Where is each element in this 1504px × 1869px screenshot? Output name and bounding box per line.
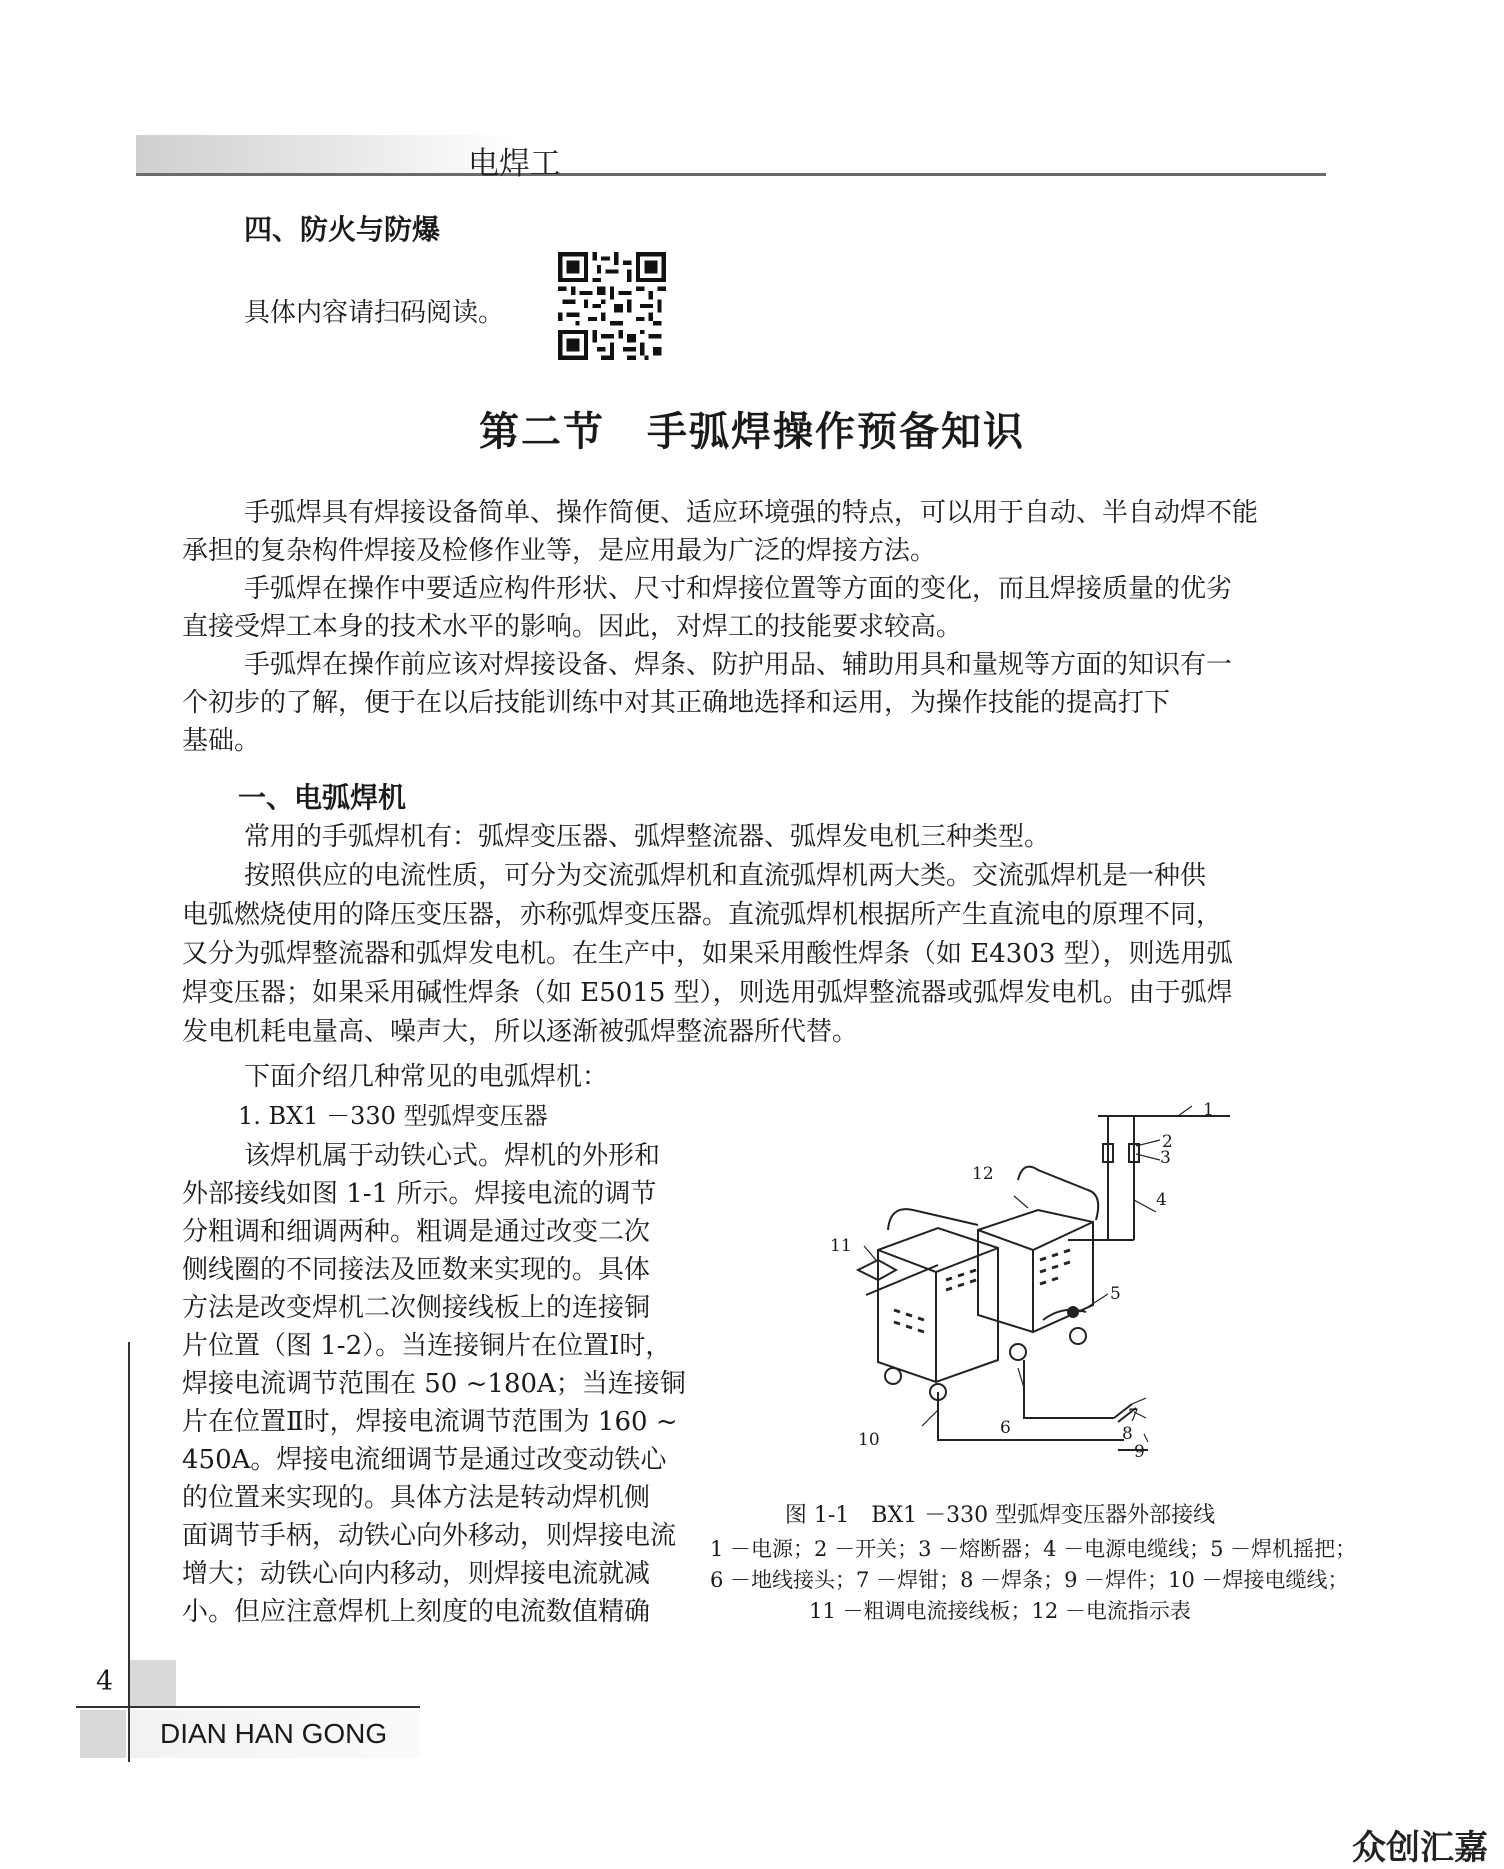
left-col-line: 该焊机属于动铁心式。焊机的外形和 xyxy=(244,1141,661,1171)
intro-p2-line2: 直接受焊工本身的技术水平的影响。因此，对焊工的技能要求较高。 xyxy=(182,612,963,642)
welding-transformer-diagram xyxy=(818,1100,1238,1480)
left-col-line: 增大；动铁心向内移动，则焊接电流就减 xyxy=(182,1559,651,1589)
figure-legend-line: 6 －地线接头；7 －焊钳；8 －焊条；9 －焊件；10 －焊接电缆线； xyxy=(710,1568,1349,1592)
left-col-line: 外部接线如图 1-1 所示。焊接电流的调节 xyxy=(182,1179,657,1209)
callout-11: 11 xyxy=(830,1236,852,1256)
left-col-line: 分粗调和细调两种。粗调是通过改变二次 xyxy=(182,1217,651,1247)
intro-p3-line2: 个初步的了解，便于在以后技能训练中对其正确地选择和运用，为操作技能的提高打下 xyxy=(182,688,1171,718)
section-one-p2-line5: 发电机耗电量高、噪声大，所以逐渐被弧焊整流器所代替。 xyxy=(182,1017,859,1047)
header-band xyxy=(136,135,1326,173)
left-col-line: 片在位置Ⅱ时，焊接电流调节范围为 160 ~ xyxy=(182,1407,678,1437)
callout-1: 1 xyxy=(1203,1100,1214,1120)
figure-legend-line: 1 －电源；2 －开关；3 －熔断器；4 －电源电缆线；5 －焊机摇把； xyxy=(710,1537,1357,1561)
intro-p1-line1: 手弧焊具有焊接设备简单、操作简便、适应环境强的特点，可以用于自动、半自动焊不能 xyxy=(244,498,1259,528)
section-one-p2-line2: 电弧燃烧使用的降压变压器，亦称弧焊变压器。直流弧焊机根据所产生直流电的原理不同， xyxy=(182,900,1223,930)
footer-horizontal-rule xyxy=(76,1706,420,1708)
page-number: 4 xyxy=(96,1666,114,1697)
section-one-heading: 一、电弧焊机 xyxy=(238,781,407,814)
intro-p3-line1: 手弧焊在操作前应该对焊接设备、焊条、防护用品、辅助用具和量规等方面的知识有一 xyxy=(244,650,1233,680)
section-one-p2-line3: 又分为弧焊整流器和弧焊发电机。在生产中，如果采用酸性焊条（如 E4303 型），则选用弧 xyxy=(182,939,1233,969)
callout-6: 6 xyxy=(1000,1418,1011,1438)
header-rule xyxy=(136,173,1326,176)
callout-3: 3 xyxy=(1160,1148,1171,1168)
callout-4: 4 xyxy=(1156,1190,1167,1210)
callout-2: 2 xyxy=(1162,1132,1173,1152)
callout-7: 7 xyxy=(1128,1406,1139,1426)
left-col-line: 的位置来实现的。具体方法是转动焊机侧 xyxy=(182,1483,651,1513)
section-one-p3: 下面介绍几种常见的电弧焊机： xyxy=(244,1062,609,1092)
left-col-line: 方法是改变焊机二次侧接线板上的连接铜 xyxy=(182,1293,651,1323)
qr-instruction: 具体内容请扫码阅读。 xyxy=(244,298,505,328)
left-col-line: 侧线圈的不同接法及匝数来实现的。具体 xyxy=(182,1255,651,1285)
intro-p3-line3: 基础。 xyxy=(182,726,261,756)
callout-9: 9 xyxy=(1134,1442,1145,1462)
section-one-p2-line4: 焊变压器；如果采用碱性焊条（如 E5015 型），则选用弧焊整流器或弧焊发电机。由于弧焊 xyxy=(182,978,1233,1008)
left-col-line: 焊接电流调节范围在 50 ~180A；当连接铜 xyxy=(182,1369,686,1399)
qr-code-icon[interactable] xyxy=(556,252,668,360)
callout-12: 12 xyxy=(972,1164,994,1184)
section-four-heading: 四、防火与防爆 xyxy=(244,213,441,246)
callout-5: 5 xyxy=(1110,1284,1121,1304)
intro-p2-line1: 手弧焊在操作中要适应构件形状、尺寸和焊接位置等方面的变化，而且焊接质量的优劣 xyxy=(244,574,1233,604)
section-one-p2-line1: 按照供应的电流性质，可分为交流弧焊机和直流弧焊机两大类。交流弧焊机是一种供 xyxy=(244,861,1207,891)
section-one-p1: 常用的手弧焊机有：弧焊变压器、弧焊整流器、弧焊发电机三种类型。 xyxy=(244,822,1051,852)
footer-book-title: DIAN HAN GONG xyxy=(160,1718,388,1749)
footer-shade-box xyxy=(130,1660,176,1706)
running-header: 电焊工 xyxy=(468,146,561,182)
watermark: 众创汇嘉 xyxy=(1352,1828,1488,1868)
left-col-line: 片位置（图 1-2）。当连接铜片在位置Ⅰ时， xyxy=(182,1331,672,1361)
callout-10: 10 xyxy=(858,1430,880,1450)
footer-shade-box xyxy=(80,1710,126,1758)
left-col-line: 小。但应注意焊机上刻度的电流数值精确 xyxy=(182,1597,651,1627)
left-col-line: 450A。焊接电流细调节是通过改变动铁心 xyxy=(182,1445,667,1475)
figure-caption: 图 1-1 BX1 －330 型弧焊变压器外部接线 xyxy=(784,1503,1216,1528)
callout-8: 8 xyxy=(1122,1424,1133,1444)
intro-p1-line2: 承担的复杂构件焊接及检修作业等，是应用最为广泛的焊接方法。 xyxy=(182,536,937,566)
chapter-title: 第二节 手弧焊操作预备知识 xyxy=(479,408,1025,455)
left-col-line: 面调节手柄，动铁心向外移动，则焊接电流 xyxy=(182,1521,677,1551)
figure-legend-line: 11 －粗调电流接线板；12 －电流指示表 xyxy=(809,1599,1191,1623)
subsection-heading: 1. BX1 －330 型弧焊变压器 xyxy=(238,1102,548,1130)
